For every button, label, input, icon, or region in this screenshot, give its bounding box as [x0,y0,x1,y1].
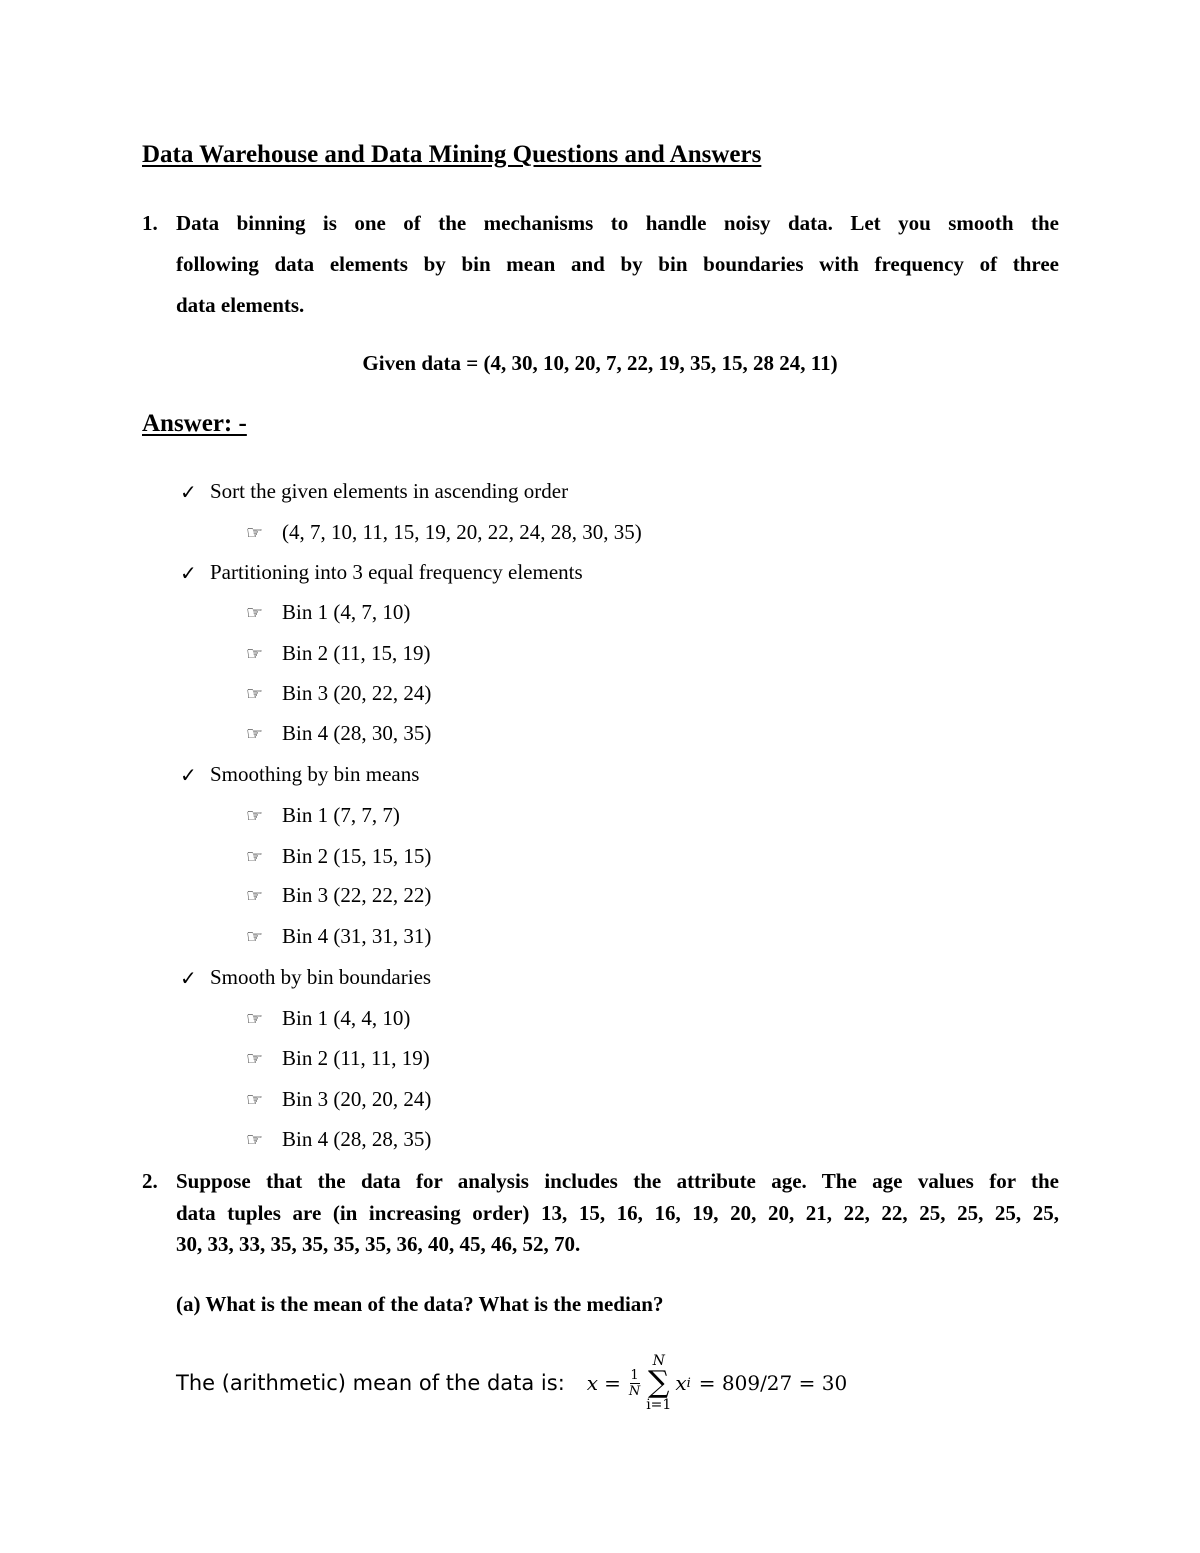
pointing-hand-icon: ☞ [246,1047,264,1070]
list-item-text: (4, 7, 10, 11, 15, 19, 20, 22, 24, 28, 30, 35) [282,520,642,544]
formula-fraction [629,1369,640,1398]
step-label: Partitioning into 3 equal frequency elements [210,560,583,584]
formula-term-subscript: i [686,1375,691,1391]
list-item-text: Bin 4 (31, 31, 31) [282,924,432,948]
document-title: Data Warehouse and Data Mining Questions and Answers [142,141,762,168]
pointing-hand-icon: ☞ [246,722,264,745]
step-bin-means [180,762,419,787]
pointing-hand-icon: ☞ [246,601,264,624]
fraction-denominator: N [628,1383,641,1399]
summation [646,1354,671,1412]
list-item-text: Bin 1 (4, 4, 10) [282,1006,411,1030]
formula-term: x [675,1371,687,1395]
pointing-hand-icon: ☞ [246,925,264,948]
given-data: Given data = (4, 30, 10, 20, 7, 22, 19, 35, 15, 28 24, 11) [362,351,838,375]
list-item-text: Bin 4 (28, 28, 35) [282,1127,432,1151]
list-item-text: Bin 2 (11, 11, 19) [282,1046,430,1070]
list-item [246,600,410,625]
pointing-hand-icon: ☞ [246,884,264,907]
list-item [246,883,431,908]
step-label: Sort the given elements in ascending order [210,479,569,503]
list-item [246,844,431,869]
answer-heading: Answer: - [142,410,247,437]
question-1-line-3: data elements. [176,293,305,317]
subquestion-a: (a) What is the mean of the data? What is the median? [176,1292,664,1316]
pointing-hand-icon: ☞ [246,845,264,868]
list-item [246,924,431,949]
step-label: Smooth by bin boundaries [210,965,432,989]
list-item [246,641,431,666]
sum-lower-limit: i=1 [646,1397,672,1413]
question-2-line-3: 30, 33, 33, 35, 35, 35, 35, 36, 40, 45, 46, 52, 70. [176,1232,581,1256]
mean-formula [587,1354,847,1412]
formula-lhs: x [586,1371,599,1395]
list-item [246,1087,431,1112]
formula-equals: = [604,1371,621,1395]
mean-statement [176,1354,847,1412]
pointing-hand-icon: ☞ [246,1088,264,1111]
list-item [246,1127,431,1152]
list-item [246,1046,430,1071]
pointing-hand-icon: ☞ [246,682,264,705]
step-label: Smoothing by bin means [210,762,420,786]
checkmark-icon: ✓ [180,560,197,585]
question-2-number: 2. [142,1169,158,1193]
step-sort [180,479,568,504]
list-item-text: Bin 1 (4, 7, 10) [282,600,411,624]
list-item [246,721,431,746]
list-item-text: Bin 1 (7, 7, 7) [282,803,400,827]
list-item-text: Bin 2 (11, 15, 19) [282,641,431,665]
list-item [246,681,431,706]
fraction-numerator: 1 [630,1367,639,1383]
sum-upper-limit: N [652,1353,665,1369]
checkmark-icon: ✓ [180,965,197,990]
list-item [246,520,642,545]
sigma-icon: ∑ [648,1365,670,1400]
pointing-hand-icon: ☞ [246,521,264,544]
checkmark-icon: ✓ [180,762,197,787]
pointing-hand-icon: ☞ [246,804,264,827]
checkmark-icon: ✓ [180,479,197,504]
pointing-hand-icon: ☞ [246,1007,264,1030]
step-partition [180,560,583,585]
list-item [246,803,400,828]
question-2-line-2: data tuples are (in increasing order) 13, 15, 16, 16, 19, 20, 20, 21, 22, 22, 25, 25, 25, 25, [176,1201,1059,1225]
question-1-line-1: Data binning is one of the mechanisms to handle noisy data. Let you smooth the [176,211,1059,235]
pointing-hand-icon: ☞ [246,1128,264,1151]
pointing-hand-icon: ☞ [246,642,264,665]
mean-text: The (arithmetic) mean of the data is: [176,1371,565,1395]
question-1-line-2: following data elements by bin mean and by bin boundaries with frequency of three [176,252,1059,276]
step-bin-boundaries [180,965,431,990]
question-1-number: 1. [142,211,158,235]
list-item [246,1006,410,1031]
question-2-line-1: Suppose that the data for analysis includes the attribute age. The age values for the [176,1169,1059,1193]
list-item-text: Bin 3 (20, 22, 24) [282,681,432,705]
list-item-text: Bin 3 (20, 20, 24) [282,1087,432,1111]
list-item-text: Bin 2 (15, 15, 15) [282,844,432,868]
formula-rhs: = 809/27 = 30 [698,1371,848,1395]
list-item-text: Bin 3 (22, 22, 22) [282,883,432,907]
list-item-text: Bin 4 (28, 30, 35) [282,721,432,745]
